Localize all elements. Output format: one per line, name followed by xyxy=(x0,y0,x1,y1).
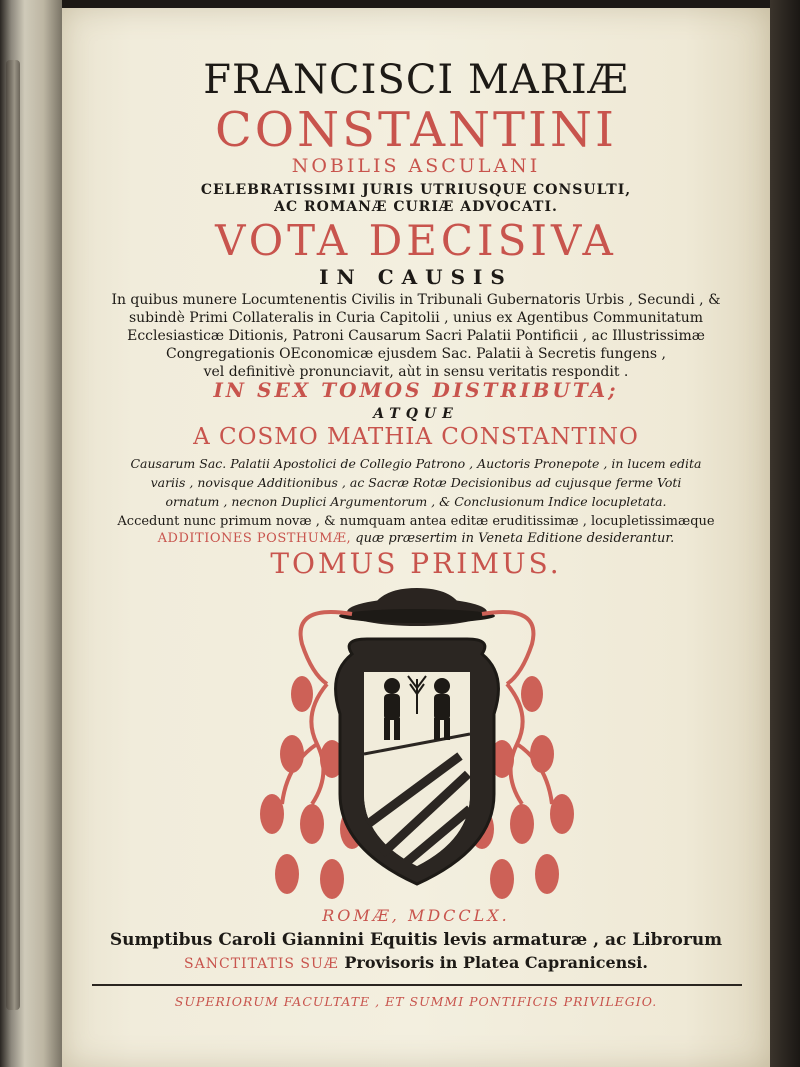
printer-line-1: Sumptibus Caroli Giannini Equitis levis armaturæ , ac Librorum xyxy=(109,930,723,950)
description-line: vel definitivè pronunciavit, aùt in sensu veritatis respondit . xyxy=(203,364,629,380)
distribution-line: IN SEX TOMOS DISTRIBUTA; xyxy=(213,378,619,402)
background-shadow xyxy=(770,0,800,1067)
atque-line: ATQUE xyxy=(373,406,459,422)
printer-line-2 xyxy=(62,955,770,971)
additiones-line xyxy=(62,532,770,545)
editor-description-line: Causarum Sac. Palatii Apostolici de Collegio Patrono , Auctoris Pronepote , in lucem edita xyxy=(130,456,702,471)
sanctitatis-suae: SANCTITATIS SUÆ xyxy=(184,956,339,972)
place-date: ROMÆ, MDCCLX. xyxy=(322,906,510,925)
previous-page-edge xyxy=(6,60,20,1010)
description-line: Congregationis OEconomicæ ejusdem Sac. Palatii à Secretis fungens , xyxy=(166,346,666,362)
main-title: VOTA DECISIVA xyxy=(215,216,617,265)
author-first-names: FRANCISCI MARIÆ xyxy=(203,57,629,103)
privilege-line: SUPERIORUM FACULTATE , ET SUMMI PONTIFICIS PRIVILEGIO. xyxy=(174,994,658,1009)
description-line: subindè Primi Collateralis in Curia Capitolii , unius ex Agentibus Communitatum xyxy=(128,310,704,326)
book-binding xyxy=(0,0,62,1067)
volume-label: TOMUS PRIMUS. xyxy=(270,547,562,580)
horizontal-rule xyxy=(92,984,742,986)
galero-hat-icon xyxy=(339,588,495,626)
editor-description-line: ornatum , necnon Duplici Argumentorum , & Conclusionum Indice locupletata. xyxy=(165,494,667,509)
title-page xyxy=(62,8,770,1067)
epithet-line-1: CELEBRATISSIMI JURIS UTRIUSQUE CONSULTI, xyxy=(200,182,632,198)
epithet-line-2: AC ROMANÆ CURIÆ ADVOCATI. xyxy=(274,199,558,215)
description-line: Ecclesiasticæ Ditionis, Patroni Causarum Sacri Palatii Pontificii , ac Illustrissimæ xyxy=(127,328,705,344)
accedunt-line: Accedunt nunc primum novæ , & numquam antea editæ eruditissimæ , locupletissimæque xyxy=(117,514,715,529)
author-origin: NOBILIS ASCULANI xyxy=(291,155,541,177)
description-line: In quibus munere Locumtenentis Civilis in Tribunali Gubernatoris Urbis , Secundi , & xyxy=(111,292,721,308)
editor-description-line: variis , novisque Additionibus , ac Sacræ Rotæ Decisionibus ad cujusque ferme Voti xyxy=(150,475,682,490)
additiones-note: quæ præsertim in Veneta Editione desiderantur. xyxy=(351,531,675,546)
editor-name: A COSMO MATHIA CONSTANTINO xyxy=(193,424,639,450)
in-causis: IN CAUSIS xyxy=(319,265,513,289)
coat-of-arms xyxy=(232,584,602,904)
printer-location: Provisoris in Platea Capranicensi. xyxy=(338,953,648,972)
author-surname: CONSTANTINI xyxy=(215,102,617,158)
additiones-posthumae: ADDITIONES POSTHUMÆ, xyxy=(157,531,352,546)
